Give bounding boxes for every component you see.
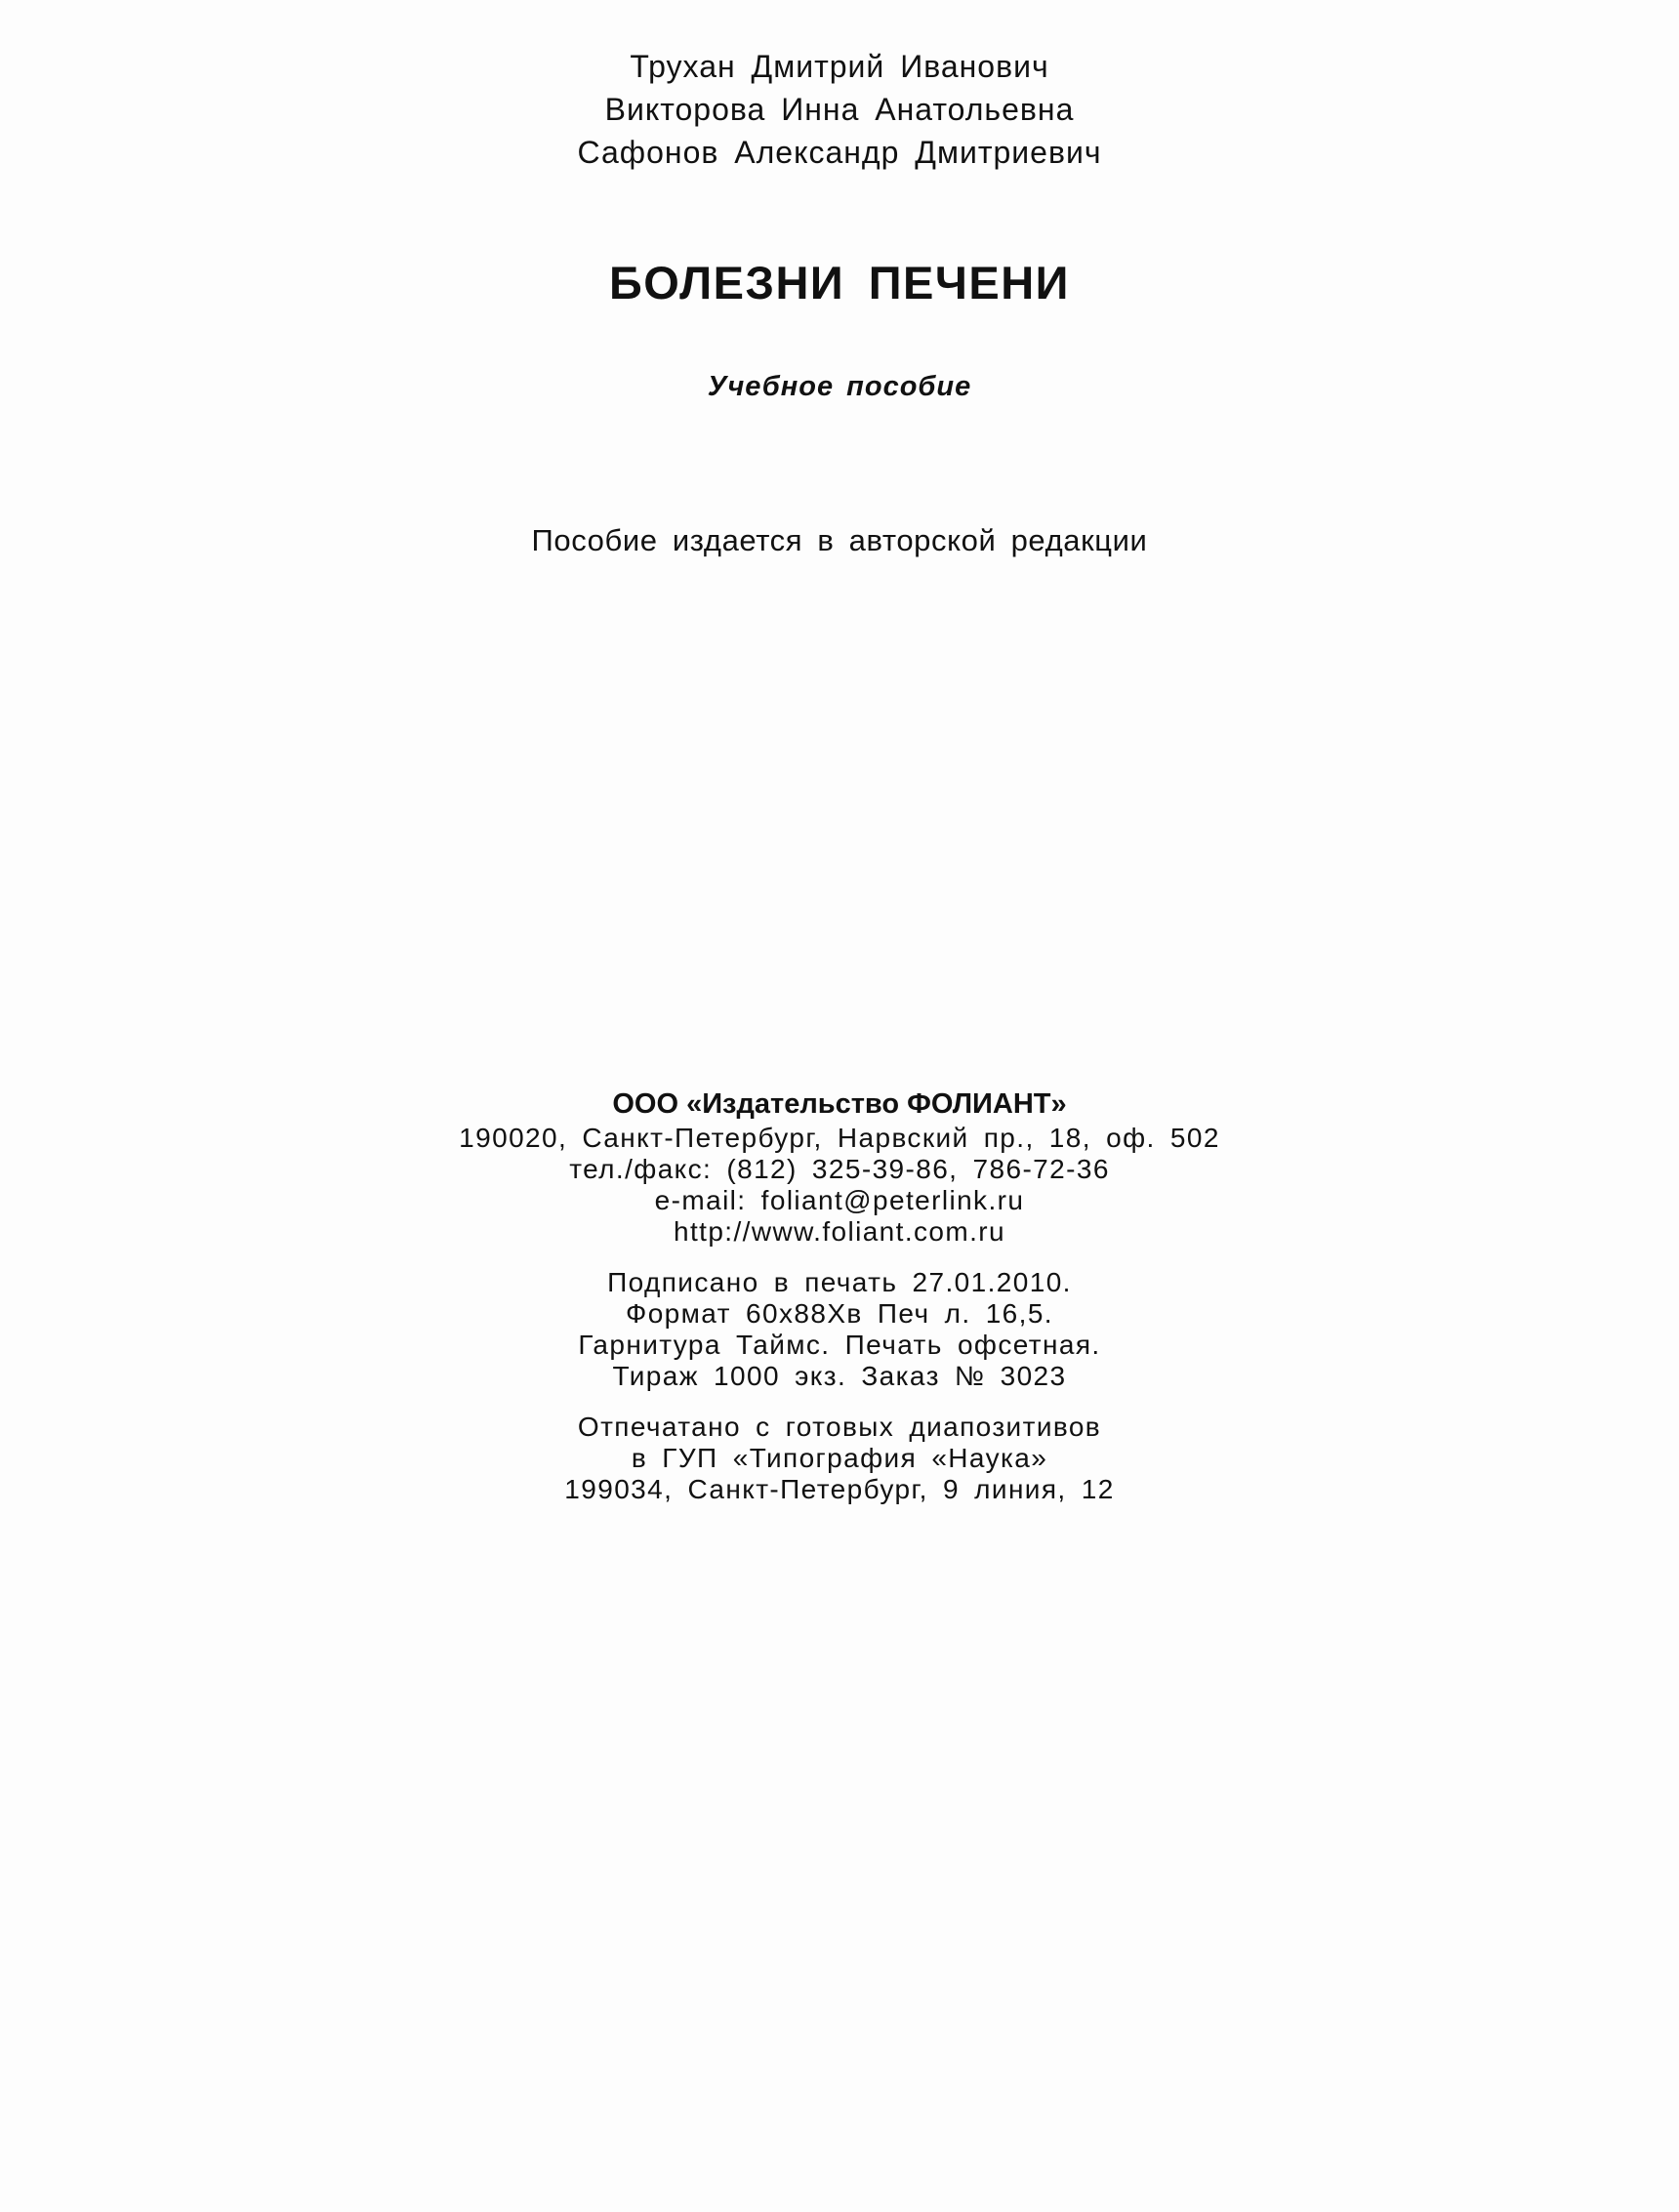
authors-list (0, 45, 1679, 174)
publisher-name: ООО «Издательство ФОЛИАНТ» (612, 1088, 1067, 1120)
printer-line: 199034, Санкт-Петербург, 9 линия, 12 (564, 1474, 1115, 1504)
author-name: Сафонов Александр Дмитриевич (577, 135, 1102, 170)
author-name: Викторова Инна Анатольевна (604, 92, 1075, 127)
imprint-block (0, 1086, 1679, 1505)
print-details-block (0, 1267, 1679, 1392)
edition-note: Пособие издается в авторской редакции (531, 523, 1148, 557)
publisher-block (0, 1086, 1679, 1248)
book-subtitle: Учебное пособие (707, 371, 972, 402)
author-name: Трухан Дмитрий Иванович (630, 49, 1049, 84)
book-title: БОЛЕЗНИ ПЕЧЕНИ (609, 257, 1070, 308)
publisher-address: 190020, Санкт-Петербург, Нарвский пр., 18, оф. 502 (459, 1123, 1220, 1153)
printer-block (0, 1412, 1679, 1505)
print-detail-line: Подписано в печать 27.01.2010. (607, 1267, 1072, 1297)
publisher-phone: тел./факс: (812) 325-39-86, 786-72-36 (569, 1154, 1110, 1184)
print-detail-line: Тираж 1000 экз. Заказ № 3023 (612, 1361, 1067, 1391)
print-detail-line: Гарнитура Таймс. Печать офсетная. (578, 1330, 1101, 1360)
print-detail-line: Формат 60х88Хв Печ л. 16,5. (626, 1298, 1053, 1329)
printer-line: в ГУП «Типография «Наука» (631, 1443, 1048, 1473)
publisher-website: http://www.foliant.com.ru (673, 1216, 1005, 1247)
printer-line: Отпечатано с готовых диапозитивов (577, 1412, 1102, 1442)
publisher-email: e-mail: foliant@peterlink.ru (654, 1185, 1025, 1215)
